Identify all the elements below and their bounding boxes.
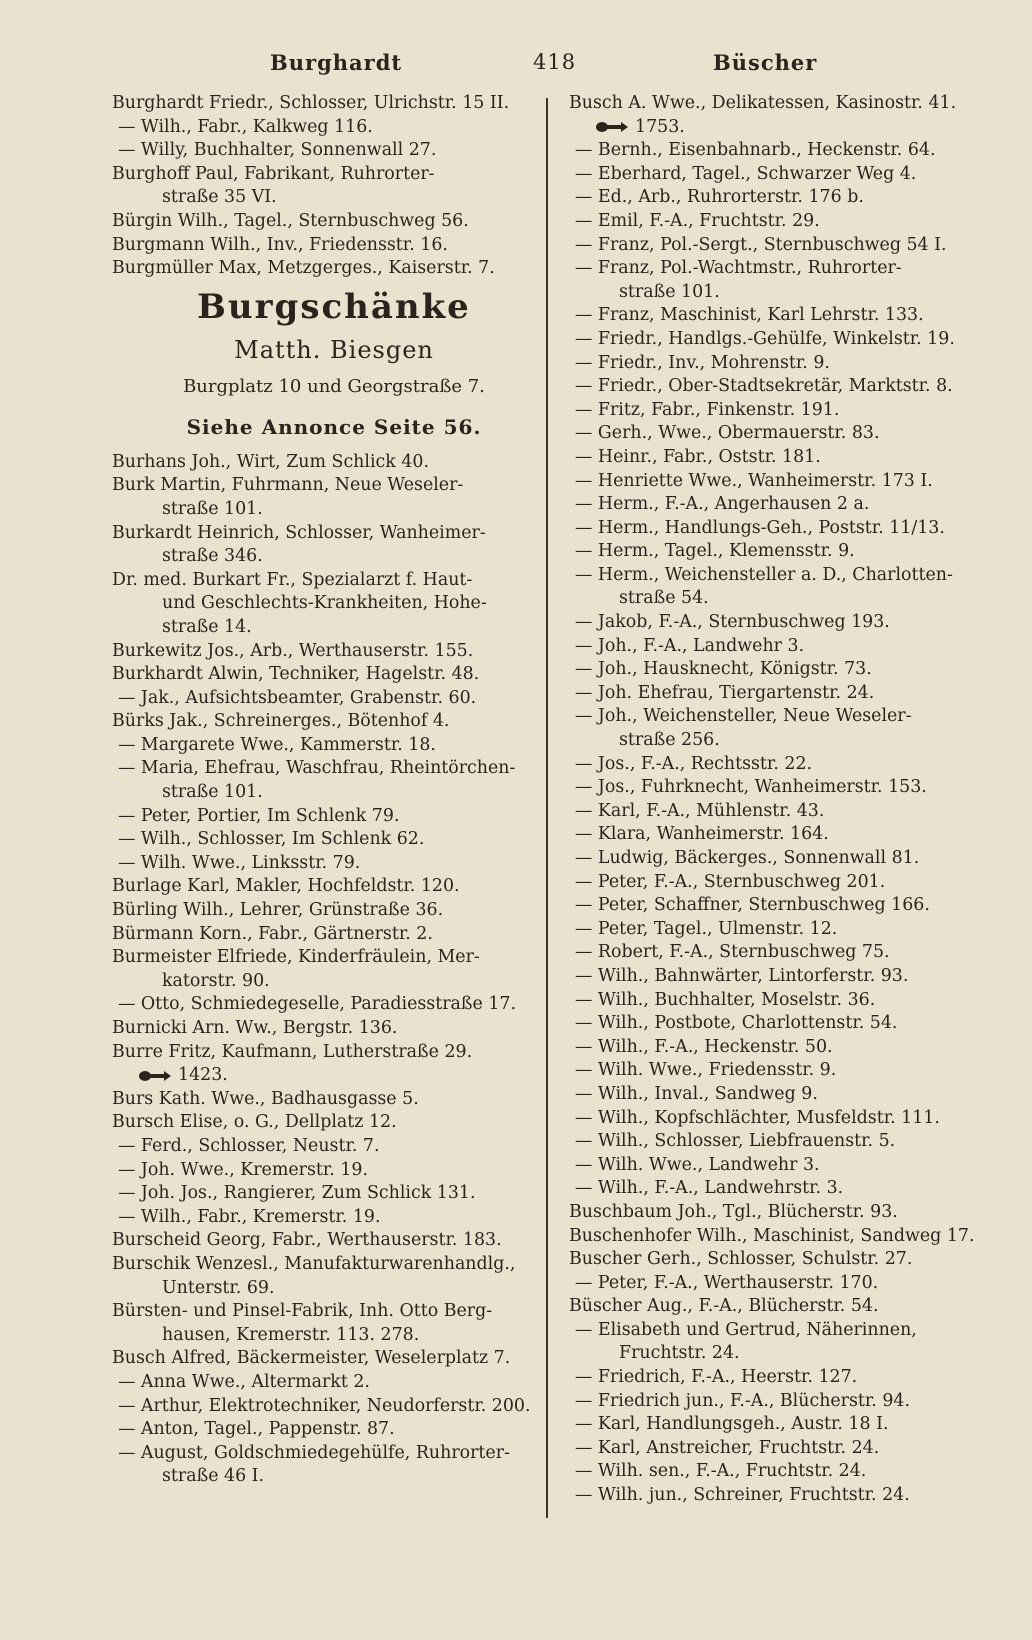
directory-entry: — Joh., Hausknecht, Königstr. 73. xyxy=(575,659,872,680)
directory-entry: — Bernh., Eisenbahnarb., Heckenstr. 64. xyxy=(575,140,936,161)
directory-entry: Bürling Wilh., Lehrer, Grünstraße 36. xyxy=(112,900,444,921)
directory-entry: — Joh. Ehefrau, Tiergartenstr. 24. xyxy=(575,682,875,703)
directory-entry: Burmeister Elfriede, Kinderfräulein, Mer- xyxy=(112,947,480,968)
directory-entry: — Friedr., Handlgs.-Gehülfe, Winkelstr. 19. xyxy=(575,328,955,349)
advert-title: Burgschänke xyxy=(197,286,471,327)
directory-entry: — August, Goldschmiedegehülfe, Ruhrorter- xyxy=(118,1442,510,1463)
directory-entry: — Karl, F.-A., Mühlenstr. 43. xyxy=(575,800,825,821)
directory-entry: Burghardt Friedr., Schlosser, Ulrichstr. 15 II. xyxy=(112,93,510,113)
directory-entry: — Ferd., Schlosser, Neustr. 7. xyxy=(118,1135,380,1156)
directory-entry: 1753. xyxy=(569,116,999,140)
directory-entry: Burs Kath. Wwe., Badhausgasse 5. xyxy=(112,1088,419,1109)
directory-entry: — Wilh., Bahnwärter, Lintorferstr. 93. xyxy=(575,965,909,986)
directory-entry: Burkardt Heinrich, Schlosser, Wanheimer- xyxy=(112,522,486,543)
directory-entry: straße 101. xyxy=(619,281,720,302)
directory-entry: — Peter, Portier, Im Schlenk 79. xyxy=(118,805,400,826)
directory-entry: straße 101. xyxy=(162,498,263,519)
directory-entry: Buscher Gerh., Schlosser, Schulstr. 27. xyxy=(569,1249,913,1270)
directory-entry: — Peter, Schaffner, Sternbuschweg 166. xyxy=(575,895,930,916)
directory-entry: — Herm., Handlungs-Geh., Poststr. 11/13. xyxy=(575,517,945,538)
left-entries-top xyxy=(112,92,536,281)
directory-entry: Burgmann Wilh., Inv., Friedensstr. 16. xyxy=(112,234,448,255)
directory-entry: Burnicki Arn. Ww., Bergstr. 136. xyxy=(112,1018,398,1038)
directory-entry: Burghoff Paul, Fabrikant, Ruhrorter- xyxy=(112,163,435,184)
directory-entry: — Elisabeth und Gertrud, Näherinnen, xyxy=(575,1319,917,1340)
right-entries xyxy=(569,92,999,1508)
directory-entry: — Fritz, Fabr., Finkenstr. 191. xyxy=(575,399,840,420)
directory-entry: Burscheid Georg, Fabr., Werthauserstr. 183. xyxy=(112,1230,502,1251)
directory-entry: — Eberhard, Tagel., Schwarzer Weg 4. xyxy=(575,163,917,184)
directory-entry: Bürks Jak., Schreinerges., Bötenhof 4. xyxy=(112,711,450,732)
directory-entry: — Jak., Aufsichtsbeamter, Grabenstr. 60. xyxy=(118,687,477,708)
directory-entry: Burkewitz Jos., Arb., Werthauserstr. 155. xyxy=(112,640,474,661)
directory-entry: — Franz, Pol.-Wachtmstr., Ruhrorter- xyxy=(575,258,902,279)
left-entries-bottom xyxy=(112,451,536,1489)
directory-entry: — Franz, Maschinist, Karl Lehrstr. 133. xyxy=(575,305,924,326)
directory-entry: — Jos., Fuhrknecht, Wanheimerstr. 153. xyxy=(575,777,927,798)
directory-entry: — Joh. Jos., Rangierer, Zum Schlick 131. xyxy=(118,1183,476,1204)
directory-entry: — Franz, Pol.-Sergt., Sternbuschweg 54 I. xyxy=(575,234,947,255)
advert-address: Burgplatz 10 und Georgstraße 7. xyxy=(183,375,485,397)
header-first-name: Burghardt xyxy=(270,50,403,75)
directory-entry: katorstr. 90. xyxy=(162,970,270,991)
directory-entry: — Friedrich jun., F.-A., Blücherstr. 94. xyxy=(575,1390,911,1411)
directory-entry: Burlage Karl, Makler, Hochfeldstr. 120. xyxy=(112,876,460,897)
directory-entry: straße 101. xyxy=(162,782,263,803)
directory-entry: — Wilh., Schlosser, Im Schlenk 62. xyxy=(118,829,425,850)
directory-entry: — Heinr., Fabr., Oststr. 181. xyxy=(575,446,821,467)
directory-entry: Dr. med. Burkart Fr., Spezialarzt f. Haut- xyxy=(112,569,473,590)
directory-entry: — Anna Wwe., Altermarkt 2. xyxy=(118,1371,370,1392)
directory-entry: 1423. xyxy=(112,1064,536,1088)
directory-entry: Buschenhofer Wilh., Maschinist, Sandweg 17. xyxy=(569,1225,975,1246)
directory-entry: — Maria, Ehefrau, Waschfrau, Rheintörchen- xyxy=(118,758,516,779)
directory-entry: straße 35 VI. xyxy=(162,187,277,208)
directory-entry: — Jos., F.-A., Rechtsstr. 22. xyxy=(575,753,813,774)
directory-entry: Bürsten- und Pinsel-Fabrik, Inh. Otto Berg- xyxy=(112,1301,493,1322)
directory-entry: Bürmann Korn., Fabr., Gärtnerstr. 2. xyxy=(112,923,433,944)
directory-entry: — Henriette Wwe., Wanheimerstr. 173 I. xyxy=(575,470,933,491)
directory-entry: Fruchtstr. 24. xyxy=(619,1343,740,1364)
directory-entry: — Ed., Arb., Ruhrorterstr. 176 b. xyxy=(575,187,864,208)
directory-entry: — Friedrich, F.-A., Heerstr. 127. xyxy=(575,1367,858,1388)
header-last-name: Büscher xyxy=(713,50,818,75)
directory-entry: Buschbaum Joh., Tgl., Blücherstr. 93. xyxy=(569,1201,898,1222)
directory-entry: — Wilh., Kopfschlächter, Musfeldstr. 111. xyxy=(575,1107,940,1128)
directory-entry: — Peter, F.-A., Sternbuschweg 201. xyxy=(575,871,886,892)
directory-entry: straße 46 I. xyxy=(162,1466,265,1487)
directory-entry: und Geschlechts-Krankheiten, Hohe- xyxy=(162,593,487,614)
directory-entry: — Wilh., Fabr., Kremerstr. 19. xyxy=(118,1206,381,1227)
directory-entry: — Karl, Anstreicher, Fruchtstr. 24. xyxy=(575,1437,880,1458)
directory-entry: — Gerh., Wwe., Obermauerstr. 83. xyxy=(575,423,880,444)
directory-entry: — Wilh. Wwe., Friedensstr. 9. xyxy=(575,1060,837,1081)
directory-entry: — Emil, F.-A., Fruchtstr. 29. xyxy=(575,210,820,231)
directory-entry: — Wilh. jun., Schreiner, Fruchtstr. 24. xyxy=(575,1485,910,1506)
directory-entry: — Willy, Buchhalter, Sonnenwall 27. xyxy=(118,140,437,161)
advert-block xyxy=(112,281,536,451)
directory-entry: straße 54. xyxy=(619,588,709,609)
directory-entry: — Wilh. Wwe., Linksstr. 79. xyxy=(118,852,361,873)
right-column xyxy=(569,92,999,1508)
directory-entry: — Robert, F.-A., Sternbuschweg 75. xyxy=(575,942,890,963)
directory-entry: — Wilh. Wwe., Landwehr 3. xyxy=(575,1154,820,1175)
left-column xyxy=(112,92,536,1489)
directory-entry: Unterstr. 69. xyxy=(162,1277,275,1298)
directory-entry: — Karl, Handlungsgeh., Austr. 18 I. xyxy=(575,1414,889,1435)
directory-entry: — Anton, Tagel., Pappenstr. 87. xyxy=(118,1419,395,1440)
directory-entry: — Herm., Weichensteller a. D., Charlotten- xyxy=(575,564,953,585)
directory-entry: — Joh., Weichensteller, Neue Weseler- xyxy=(575,706,912,727)
directory-entry: — Margarete Wwe., Kammerstr. 18. xyxy=(118,734,436,755)
directory-entry: Burre Fritz, Kaufmann, Lutherstraße 29. xyxy=(112,1041,473,1062)
directory-entry: hausen, Kremerstr. 113. 278. xyxy=(162,1324,420,1345)
directory-entry: Burkhardt Alwin, Techniker, Hagelstr. 48. xyxy=(112,664,480,685)
directory-entry: — Friedr., Ober-Stadtsekretär, Marktstr. 8. xyxy=(575,376,953,397)
directory-entry: — Klara, Wanheimerstr. 164. xyxy=(575,824,829,845)
directory-entry: — Wilh., Inval., Sandweg 9. xyxy=(575,1083,818,1104)
directory-entry: Burhans Joh., Wirt, Zum Schlick 40. xyxy=(112,451,429,472)
directory-entry: — Wilh., Schlosser, Liebfrauenstr. 5. xyxy=(575,1131,896,1152)
directory-entry: Bürgin Wilh., Tagel., Sternbuschweg 56. xyxy=(112,210,469,231)
directory-entry: — Arthur, Elektrotechniker, Neudorferstr. 200. xyxy=(118,1395,531,1416)
advert-reference: Siehe Annonce Seite 56. xyxy=(186,414,482,439)
directory-entry: straße 256. xyxy=(619,730,720,751)
directory-entry: — Wilh., Postbote, Charlottenstr. 54. xyxy=(575,1013,898,1034)
advert-proprietor: Matth. Biesgen xyxy=(234,335,434,364)
directory-entry: — Peter, Tagel., Ulmenstr. 12. xyxy=(575,918,838,939)
directory-entry: Burschik Wenzesl., Manufakturwarenhandlg., xyxy=(112,1253,516,1274)
directory-entry: — Herm., F.-A., Angerhausen 2 a. xyxy=(575,494,870,515)
running-header xyxy=(110,50,930,86)
directory-entry: — Wilh., F.-A., Landwehrstr. 3. xyxy=(575,1178,844,1199)
page-number: 418 xyxy=(533,50,577,74)
telephone-icon xyxy=(595,121,629,133)
directory-entry: Burk Martin, Fuhrmann, Neue Weseler- xyxy=(112,475,464,496)
directory-entry: — Joh., F.-A., Landwehr 3. xyxy=(575,635,805,656)
column-divider xyxy=(546,98,548,1518)
directory-entry: Busch Alfred, Bäckermeister, Weselerplatz 7. xyxy=(112,1348,511,1369)
directory-entry: Bursch Elise, o. G., Dellplatz 12. xyxy=(112,1112,397,1133)
directory-entry: Busch A. Wwe., Delikatessen, Kasinostr. 41. xyxy=(569,93,957,113)
directory-entry: — Wilh. sen., F.-A., Fruchtstr. 24. xyxy=(575,1461,867,1482)
directory-entry: — Friedr., Inv., Mohrenstr. 9. xyxy=(575,352,830,373)
directory-entry: — Peter, F.-A., Werthauserstr. 170. xyxy=(575,1272,879,1293)
directory-entry: — Wilh., Fabr., Kalkweg 116. xyxy=(118,116,373,137)
directory-entry: — Wilh., F.-A., Heckenstr. 50. xyxy=(575,1036,833,1057)
telephone-icon xyxy=(138,1070,172,1082)
directory-entry: Büscher Aug., F.-A., Blücherstr. 54. xyxy=(569,1296,879,1317)
directory-entry: straße 346. xyxy=(162,546,263,567)
directory-entry: — Wilh., Buchhalter, Moselstr. 36. xyxy=(575,989,876,1010)
directory-entry: straße 14. xyxy=(162,616,252,637)
directory-entry: — Ludwig, Bäckerges., Sonnenwall 81. xyxy=(575,848,920,868)
directory-entry: — Otto, Schmiedegeselle, Paradiesstraße 17. xyxy=(118,994,516,1015)
directory-entry: Burgmüller Max, Metzgerges., Kaiserstr. 7. xyxy=(112,258,495,279)
directory-entry: — Herm., Tagel., Klemensstr. 9. xyxy=(575,541,855,562)
directory-entry: — Jakob, F.-A., Sternbuschweg 193. xyxy=(575,612,890,633)
directory-entry: — Joh. Wwe., Kremerstr. 19. xyxy=(118,1159,368,1180)
